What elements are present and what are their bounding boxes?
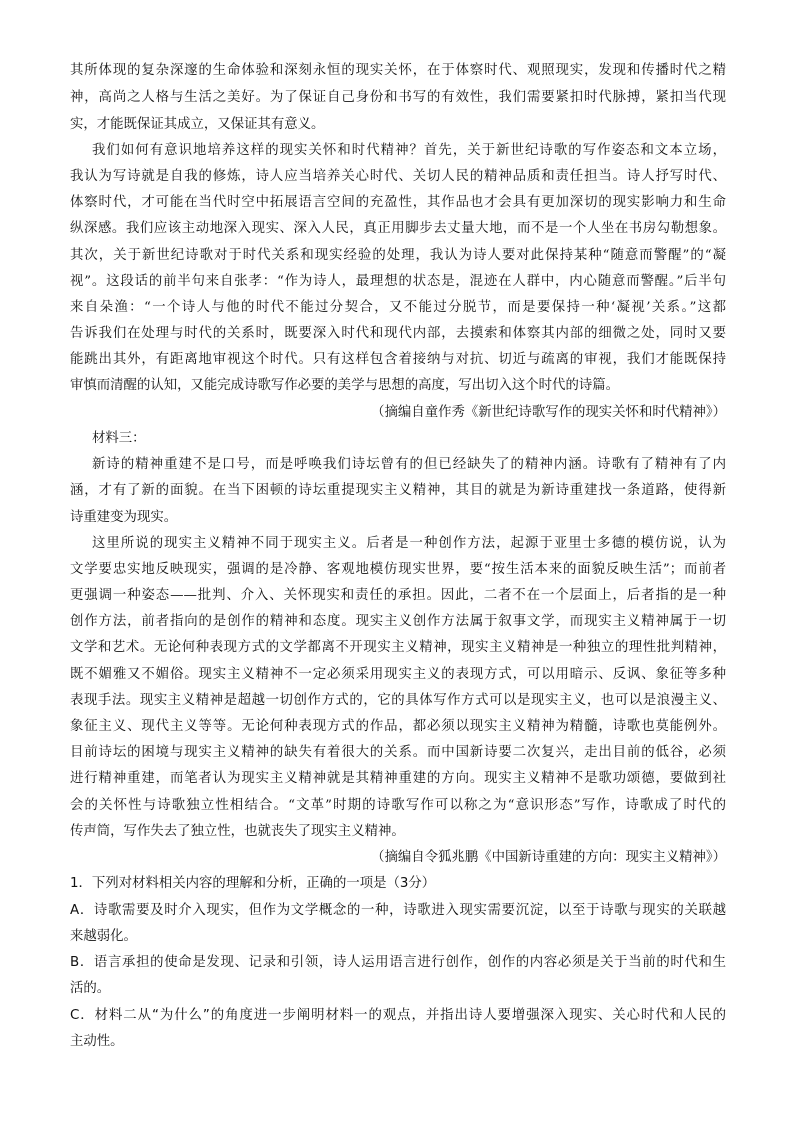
text-line: 审慎而清醒的认知，又能完成诗歌写作必要的美学与思想的高度，写出切入这个时代的诗篇。 bbox=[70, 378, 620, 393]
question-stem: 1．下列对材料相关内容的理解和分析，正确的一项是（3分） bbox=[70, 876, 436, 891]
text-line: 其所体现的复杂深邃的生命体验和深刻永恒的现实关怀，在于体察时代、观照现实，发现和传播时代之精 bbox=[70, 63, 726, 78]
text-line: 神，高尚之人格与生活之美好。为了保证自己身份和书写的有效性，我们需要紧扣时代脉搏，紧扣当代现 bbox=[70, 90, 726, 105]
text-line: 我认为写诗就是自我的修炼，诗人应当培养关心时代、关切人民的精神品质和责任担当。诗人抒写时代、 bbox=[70, 169, 726, 184]
source-citation: （摘编自令狐兆鹏《中国新诗重建的方向：现实主义精神》） bbox=[371, 850, 726, 865]
text-line: 诗重建变为现实。 bbox=[70, 510, 178, 525]
text-line: 更强调一种姿态——批判、介入、关怀现实和责任的承担。因此，二者不在一个层面上，后者指的是一种 bbox=[70, 588, 726, 603]
text-line: 纵深感。我们应该主动地深入现实、深入人民，真正用脚步去丈量大地，而不是一个人坐在书房勾勒想象。 bbox=[70, 221, 726, 236]
text-line: 文学和艺术。无论何种表现方式的文学都离不开现实主义精神，现实主义精神是一种独立的理性批判精神， bbox=[70, 640, 726, 655]
option-b: B．语言承担的使命是发现、记录和引领，诗人运用语言进行创作，创作的内容必须是关于当前的时代和生 bbox=[70, 955, 726, 970]
text-line: 体察时代，才可能在当代时空中拓展语言空间的充盈性，其作品也才会具有更加深切的现实影响力和生命 bbox=[70, 195, 726, 210]
paragraph-first-line: 新诗的精神重建不是口号，而是呼唤我们诗坛曾有的但已经缺失了的精神内涵。诗歌有了精神有了内 bbox=[92, 457, 726, 472]
text-line: 既不媚雅又不媚俗。现实主义精神不一定必须采用现实主义的表现方式，可以用暗示、反讽、象征等多种 bbox=[70, 667, 726, 682]
text-line: 其次，关于新世纪诗歌对于时代关系和现实经验的处理，我认为诗人要对此保持某种“随意而警醒”的“凝 bbox=[70, 248, 726, 263]
text-line: 进行精神重建，而笔者认为现实主义精神就是其精神重建的方向。现实主义精神不是歌功颂德，要做到社 bbox=[70, 771, 726, 786]
text-line: 会的关怀性与诗歌独立性相结合。“文革”时期的诗歌写作可以称之为“意识形态”写作，诗歌成了时代的 bbox=[70, 798, 726, 813]
text-line: 涵，才有了新的面貌。在当下困顿的诗坛重提现实主义精神，其目的就是为新诗重建找一条道路，使得新 bbox=[70, 483, 726, 498]
text-line: 传声筒，写作失去了独立性，也就丧失了现实主义精神。 bbox=[70, 824, 405, 839]
text-line: 表现手法。现实主义精神是超越一切创作方式的，它的具体写作方式可以是现实主义，也可以是浪漫主义、 bbox=[70, 693, 726, 708]
text-line: 告诉我们在处理与时代的关系时，既要深入时代和现代内部，去摸索和体察其内部的细微之处，同时又要 bbox=[70, 326, 726, 341]
text-line: 视”。这段话的前半句来自张孝：“作为诗人，最理想的状态是，混迹在人群中，内心随意而警醒。”后半句 bbox=[70, 274, 726, 289]
text-line: 实，才能既保证其成立，又保证其有意义。 bbox=[70, 117, 325, 132]
text-line: 创作方法，前者指向的是创作的精神和态度。现实主义创作方法属于叙事文学，而现实主义精神属于一切 bbox=[70, 614, 726, 629]
option-c: C．材料二从“为什么”的角度进一步阐明材料一的观点，并指出诗人要增强深入现实、关心时代和人民的 bbox=[70, 1008, 726, 1023]
section-heading: 材料三： bbox=[92, 431, 146, 446]
option-a: A．诗歌需要及时介入现实，但作为文学概念的一种，诗歌进入现实需要沉淀，以至于诗歌与现实的关联越 bbox=[70, 903, 726, 918]
paragraph-first-line: 这里所说的现实主义精神不同于现实主义。后者是一种创作方法，起源于亚里士多德的模仿说，认为 bbox=[92, 536, 726, 551]
text-line: 能跳出其外，有距离地审视这个时代。只有这样包含着接纳与对抗、切近与疏离的审视，我们才能既保持 bbox=[70, 352, 726, 367]
source-citation: （摘编自童作秀《新世纪诗歌写作的现实关怀和时代精神》） bbox=[371, 405, 726, 420]
text-line: 目前诗坛的困境与现实主义精神的缺失有着很大的关系。而中国新诗要二次复兴，走出目前的低谷，必须 bbox=[70, 745, 726, 760]
option-b-continued: 活的。 bbox=[70, 981, 111, 996]
text-line: 来自朵渔：“一个诗人与他的时代不能过分契合，又不能过分脱节，而是要保持一种‘凝视’关系。”这都 bbox=[70, 300, 726, 315]
paragraph-first-line: 我们如何有意识地培养这样的现实关怀和时代精神？首先，关于新世纪诗歌的写作姿态和文本立场， bbox=[92, 143, 726, 158]
option-a-continued: 来越弱化。 bbox=[70, 929, 137, 944]
text-line: 象征主义、现代主义等等。无论何种表现方式的作品，都必须以现实主义精神为精髓，诗歌也莫能例外。 bbox=[70, 719, 726, 734]
text-line: 文学要忠实地反映现实，强调的是冷静、客观地模仿现实世界，要“按生活本来的面貌反映生活”；而前者 bbox=[70, 562, 726, 577]
option-c-continued: 主动性。 bbox=[70, 1034, 124, 1049]
